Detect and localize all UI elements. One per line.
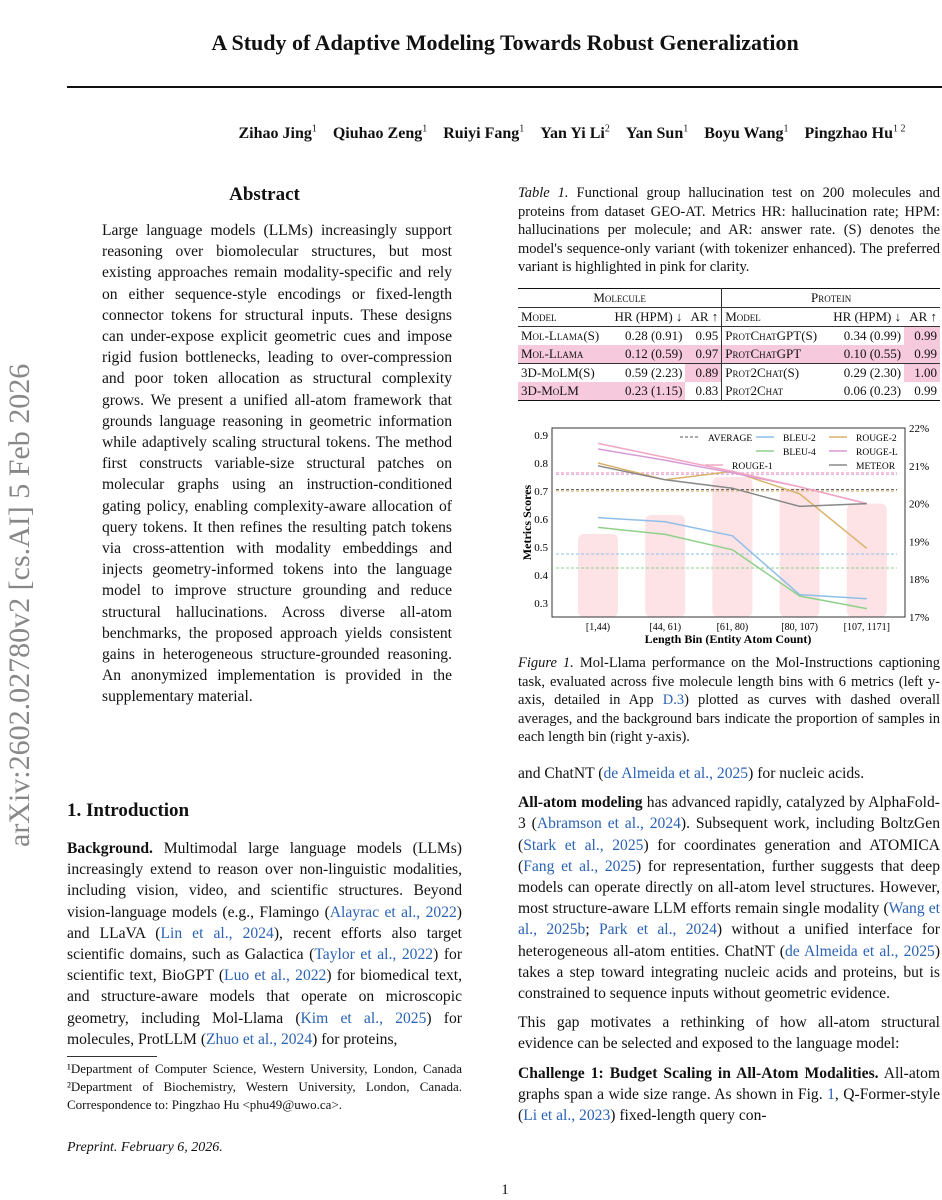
citation-link[interactable]: Zhuo et al., 2024 [206, 1030, 313, 1048]
intro-paragraph [67, 838, 462, 1050]
text-run: ) for nucleic acids. [748, 765, 865, 782]
group-molecule: Molecule [518, 289, 722, 308]
x-tick-label: [1,44) [585, 622, 611, 633]
x-tick-label: [107, 1171] [843, 622, 890, 633]
figure-caption-text-2: ) plotted as curves with dashed overall averages, and the background bars indicate the proportion of samples in each length bin (right y-axis). [518, 692, 941, 745]
citation-link[interactable]: Park et al., 2024 [598, 921, 717, 939]
text-run: ) fixed-length query con- [610, 1107, 767, 1125]
citation-link[interactable]: Stark et al., 2025 [523, 836, 644, 854]
author-name: Qiuhao Zeng [332, 125, 423, 143]
y-tick-label: 0.5 [534, 542, 548, 554]
column-header: AR ↑ [690, 309, 719, 324]
citation-link[interactable]: 1 [827, 1085, 835, 1103]
proportion-bar [847, 504, 887, 617]
text-run: , Q-Former-style ( [518, 1085, 940, 1125]
right-column-text [518, 763, 940, 1134]
author-affiliation: 1 [311, 124, 317, 135]
author-name: Zihao Jing [238, 125, 312, 143]
y-axis-label: Metrics Scores [520, 484, 534, 561]
text-run: and ChatNT ( [518, 765, 604, 782]
author [540, 125, 610, 142]
text-run: ; [585, 921, 599, 939]
text-run: ) for scientific text, BioGPT ( [67, 946, 463, 985]
author-name: Pingzhao Hu [804, 125, 893, 143]
citation-link[interactable]: Lin et al., 2024 [160, 924, 274, 942]
paper-title: A Study of Adaptive Modeling Towards Robust Generalization [211, 30, 799, 55]
y2-tick-label: 18% [909, 574, 930, 587]
text-run: ) for proteins, [312, 1030, 398, 1048]
para-lead: All-atom modeling [518, 794, 643, 812]
author-name: Yan Sun [625, 125, 684, 143]
table-cell: 0.06 (0.23) [843, 383, 902, 398]
table-cell: Mol-Llama [518, 345, 607, 364]
proportion-bar [578, 534, 618, 617]
table-cell: 1.00 [904, 364, 940, 383]
figure-caption [518, 654, 940, 747]
text-run: Multimodal large language models (LLMs) increasingly extend to reason over non-linguistic modalities, including vision, video, and scientific structures. Beyond vision-language models (e.g., Flamingo ( [67, 840, 462, 921]
figure-caption-text: Mol-Llama performance on the Mol-Instructions captioning task, evaluated across five molecule length bins with 6 metrics (left y-axis, detailed in App [518, 655, 940, 708]
y-tick-label: 0.8 [534, 458, 548, 470]
text-run: ) takes a step toward integrating nucleic acids and proteins, but is constrained to sequence inputs without geometric evidence. [518, 942, 941, 1003]
author [626, 125, 688, 142]
abstract-text: Large language models (LLMs) increasingly support reasoning over biomolecular structures, but most existing approaches remain modality-specific and rely on either sequence-style encodings or fixed-length connector tokens for structural inputs. These designs can under-expose explicit geometric cues and impose rigid fusion bottlenecks, leading to over-compression and poor token allocation as structural complexity grows. We present a unified all-atom framework that grounds language reasoning in geometric information while adaptively scaling structural tokens. The method first constructs variable-size structural patches on molecular graphs using an instruction-conditioned gating policy, enabling complexity-aware allocation of query tokens. It then refines the resulting patch tokens via cross-attention with modality embeddings and injects geometry-informed tokens into the language model to improve structure grounding and reduce structural hallucinations. Across diverse all-atom benchmarks, the proposed approach yields consistent gains in heterogeneous structure-grounded reasoning. An anonymized implementation is provided in the supplementary material. [102, 222, 452, 706]
legend-label-average: AVERAGE [708, 434, 753, 444]
table-row [518, 345, 940, 364]
group-protein: Protein [722, 289, 940, 308]
text-run: ) for coordinates generation and ATOMICA ( [518, 836, 940, 875]
table-cell: 0.99 [904, 327, 940, 346]
author-name: Boyu Wang [704, 125, 784, 143]
author-affiliation: 2 [604, 124, 610, 135]
author-list [67, 124, 942, 143]
footnote: ¹Department of Computer Science, Western University, London, Canada ²Department of Biochemistry, Western University, London, Canada. Correspondence to: Pingzhao Hu <phu49@uwo.ca>. [67, 1061, 462, 1112]
table-cell: 0.23 (1.15) [607, 382, 685, 401]
table-cell: 3D-MoLM(S) [521, 365, 595, 380]
legend-label: BLEU-4 [783, 448, 816, 458]
table-cell: 0.59 (2.23) [625, 365, 683, 380]
text-run: has advanced rapidly, catalyzed by AlphaFold-3 ( [518, 794, 940, 833]
table-cell: 0.99 [914, 383, 937, 398]
column-header: Model [722, 308, 826, 327]
para-lead: Background. [67, 840, 153, 857]
legend-label: BLEU-2 [783, 434, 816, 444]
author [704, 125, 788, 142]
author-affiliation: 1 [683, 124, 689, 135]
table-cell: Mol-Llama(S) [521, 328, 600, 343]
column-header: AR ↑ [909, 309, 937, 324]
author [805, 125, 906, 142]
text-run: ), recent efforts also target scientific domains, such as Galactica ( [67, 924, 462, 964]
y-tick-label: 0.3 [534, 598, 548, 610]
table-cell: 0.83 [695, 383, 719, 398]
x-tick-label: [61, 80) [716, 622, 749, 633]
y2-tick-label: 19% [909, 536, 930, 549]
author-affiliation: 1 [519, 124, 525, 135]
author-name: Ruiyi Fang [443, 125, 520, 143]
table-cell: 0.99 [904, 345, 940, 364]
table-cell: Prot2Chat [722, 382, 826, 401]
table-caption-text: Functional group hallucination test on 200 molecules and proteins from dataset GEO-AT. Metrics HR: hallucination rate; HPM: hallucinations per molecule; and AR: answer rate. (S) denotes the model's sequence-only variant (with tokenizer enhanced). The preferred variant is highlighted in pink for clarity. [518, 185, 940, 275]
y2-tick-label: 17% [909, 612, 930, 624]
results-table [518, 288, 940, 401]
table-cell: 0.97 [685, 345, 721, 364]
citation-link[interactable]: Taylor et al., 2022 [314, 946, 434, 964]
legend-label: METEOR [856, 462, 896, 472]
citation-link[interactable]: Alayrac et al., 2022 [329, 903, 457, 921]
author-affiliation: 1 [422, 124, 428, 135]
author [239, 125, 317, 142]
column-header: Model [521, 309, 557, 324]
text-run: ). Subsequent work, including BoltzGen ( [518, 815, 940, 854]
legend-label: ROUGE-2 [856, 434, 897, 444]
page-number: 1 [501, 1182, 509, 1198]
y2-tick-label: 20% [909, 498, 930, 511]
column-header: HR (HPM) ↓ [614, 309, 683, 324]
text-run: ) for representation, further suggests that deep models can operate directly on all-atom level structures. However, most structure-aware LLM efforts remain single modality ( [518, 857, 941, 918]
y2-tick-label: 22% [909, 423, 930, 435]
proportion-bar [780, 488, 820, 617]
citation-link[interactable]: Li et al., 2023 [523, 1107, 611, 1125]
y-tick-label: 0.7 [534, 486, 548, 498]
table-cell: Prot2Chat(S) [722, 364, 826, 383]
table-row [518, 364, 940, 383]
appendix-link[interactable]: D.3 [662, 692, 685, 708]
paragraph [518, 763, 940, 784]
text-run: ) and LLaVA ( [67, 903, 462, 942]
text-run: ) without a unified interface for heterogeneous all-atom entities. ChatNT ( [518, 921, 940, 960]
x-tick-label: [80, 107) [781, 622, 818, 633]
citation-link[interactable]: Wang et al., 2025b [518, 900, 940, 939]
text-run: ) for biomedical text, and structure-aware models that operate on microscopic geometry, including Mol-Llama ( [67, 967, 462, 1027]
line-chart [518, 420, 942, 652]
y-tick-label: 0.4 [534, 570, 548, 582]
text-run: All-atom graphs span a wide size range. As shown in Fig. [518, 1064, 940, 1103]
table-cell: 0.10 (0.55) [826, 345, 904, 364]
paragraph-challenge [518, 1063, 940, 1127]
citation-link[interactable]: Kim et al., 2025 [300, 1009, 427, 1027]
x-tick-label: [44, 61) [649, 622, 682, 633]
table-row [518, 327, 940, 346]
arxiv-stamp[interactable]: arXiv:2602.02780v2 [cs.AI] 5 Feb 2026 [3, 363, 36, 847]
table-row [518, 382, 940, 401]
author-name: Yan Yi Li [540, 125, 605, 143]
proportion-bar [645, 515, 685, 617]
title-rule [67, 86, 942, 88]
para-lead: Challenge 1: Budget Scaling in All-Atom Modalities. [518, 1064, 879, 1082]
table-cell: 0.89 [685, 364, 721, 383]
citation-link[interactable]: Fang et al., 2025 [523, 857, 637, 875]
figure-label: Figure 1. [518, 655, 574, 671]
y-tick-label: 0.9 [534, 430, 548, 442]
table-caption [518, 184, 940, 277]
table-cell: ProtChatGPT(S) [722, 327, 826, 346]
author-affiliation: 1 2 [892, 124, 906, 135]
preprint-date: Preprint. February 6, 2026. [67, 1140, 223, 1155]
table-cell: 0.34 (0.99) [843, 328, 902, 343]
x-axis-label: Length Bin (Entity Atom Count) [644, 632, 812, 646]
author-affiliation: 1 [783, 124, 789, 135]
paragraph-all-atom [518, 792, 940, 1004]
legend-label: ROUGE-L [856, 448, 898, 458]
table-label: Table 1. [518, 185, 569, 201]
table-cell: 3D-MoLM [518, 382, 607, 401]
citation-link[interactable]: Abramson et al., 2024 [536, 815, 681, 833]
table-cell: 0.29 (2.30) [843, 365, 902, 380]
table-cell: ProtChatGPT [722, 345, 826, 364]
legend-label: ROUGE-1 [732, 462, 773, 472]
text-run: ) for molecules, ProtLLM ( [67, 1009, 462, 1048]
footnote-rule [67, 1056, 157, 1057]
paragraph-gap: This gap motivates a rethinking of how all-atom structural evidence can be selected and exposed to the language model: [518, 1014, 940, 1053]
table-cell: 0.95 [695, 328, 719, 343]
citation-link[interactable]: Luo et al., 2022 [224, 967, 327, 985]
author [443, 125, 524, 142]
author [333, 125, 427, 142]
table-cell: 0.12 (0.59) [607, 345, 685, 364]
y-tick-label: 0.6 [534, 514, 548, 526]
citation-link[interactable]: de Almeida et al., 2025 [603, 765, 749, 782]
abstract-heading: Abstract [229, 184, 300, 205]
column-header: HR (HPM) ↓ [833, 309, 902, 324]
table-cell: 0.28 (0.91) [625, 328, 683, 343]
citation-link[interactable]: de Almeida et al., 2025 [784, 942, 935, 960]
y2-tick-label: 21% [909, 460, 930, 473]
intro-heading: 1. Introduction [67, 800, 190, 821]
